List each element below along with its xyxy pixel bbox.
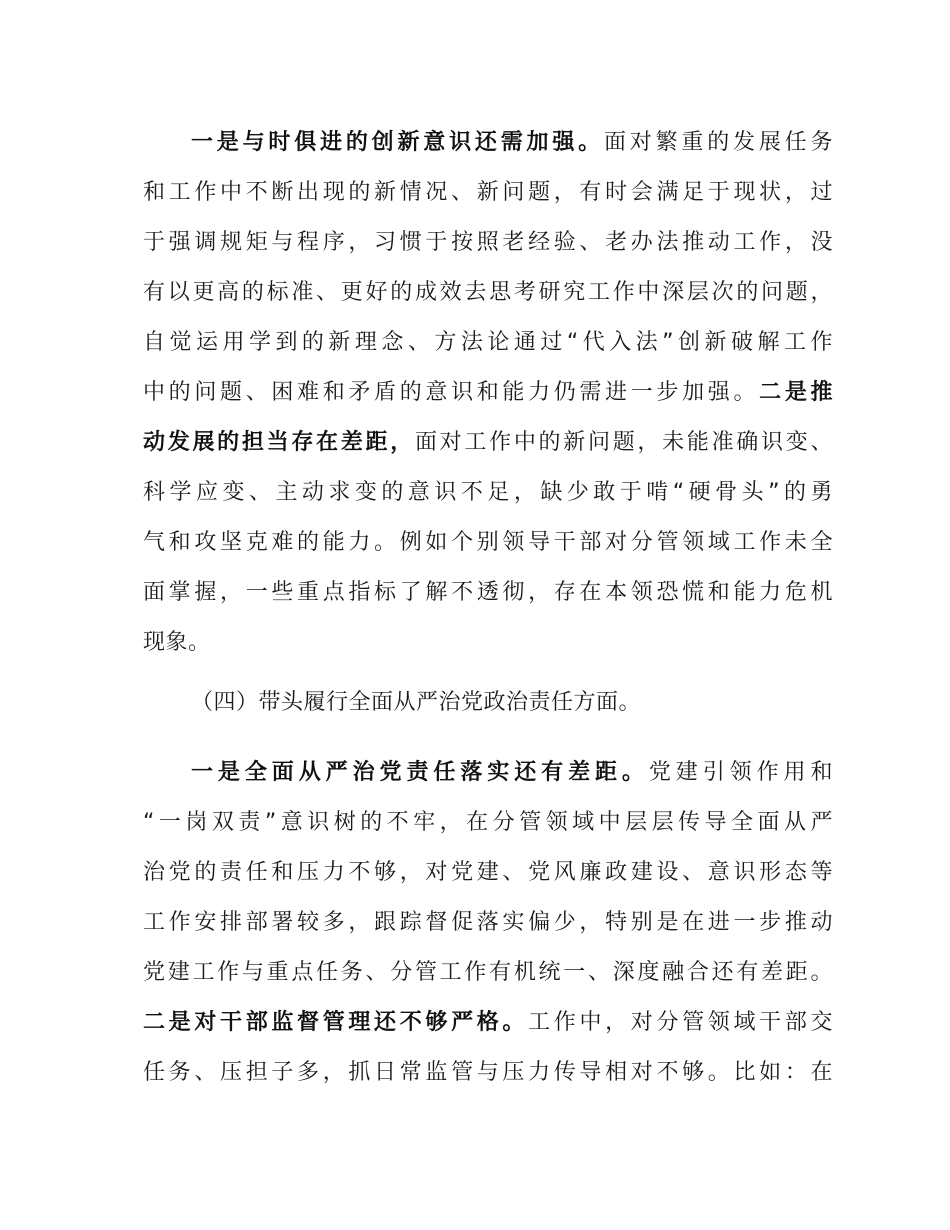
paragraph-line <box>143 376 833 410</box>
paragraph-line <box>143 426 833 460</box>
body-text: 工作中，对分管领域干部交 <box>528 1010 833 1035</box>
paragraph-line: 自觉运用学到的新理念、方法论通过“代入法”创新破解工作 <box>143 330 833 355</box>
paragraph-line: 和工作中不断出现的新情况、新问题，有时会满足于现状，过 <box>143 180 833 205</box>
section-heading: （四）带头履行全面从严治党政治责任方面。 <box>191 690 642 715</box>
body-text: 中的问题、困难和矛盾的意识和能力仍需进一步加强。 <box>143 380 760 405</box>
point-title: 一是全面从严治党责任落实还有差距。 <box>191 760 649 785</box>
paragraph-line <box>143 1006 833 1040</box>
paragraph-line: 现象。 <box>143 630 211 655</box>
paragraph-line <box>191 126 833 160</box>
paragraph-line: 于强调规矩与程序，习惯于按照老经验、老办法推动工作，没 <box>143 230 833 255</box>
paragraph-line: 工作安排部署较多，跟踪督促落实偏少，特别是在进一步推动 <box>143 910 833 935</box>
paragraph-line: “一岗双责”意识树的不牢，在分管领域中层层传导全面从严 <box>143 810 833 835</box>
body-text: 面对工作中的新问题，未能准确识变、 <box>414 430 833 455</box>
paragraph-line <box>191 756 833 790</box>
point-title: 动发展的担当存在差距， <box>143 430 415 455</box>
body-text: 党建引领作用和 <box>648 760 833 785</box>
point-title: 一是与时俱进的创新意识还需加强。 <box>191 130 604 155</box>
paragraph-line: 治党的责任和压力不够，对党建、党风廉政建设、意识形态等 <box>143 860 833 885</box>
body-text: 面对繁重的发展任务 <box>603 130 833 155</box>
point-title: 二是对干部监督管理还不够严格。 <box>143 1010 529 1035</box>
paragraph-line: 科学应变、主动求变的意识不足，缺少敢于啃“硬骨头”的勇 <box>143 480 833 505</box>
paragraph-line: 气和攻坚克难的能力。例如个别领导干部对分管领域工作未全 <box>143 530 833 555</box>
paragraph-line: 任务、压担子多，抓日常监管与压力传导相对不够。比如：在 <box>143 1060 833 1085</box>
paragraph-line: 党建工作与重点任务、分管工作有机统一、深度融合还有差距。 <box>143 960 833 985</box>
point-title: 二是推 <box>759 380 833 405</box>
paragraph-line: 有以更高的标准、更好的成效去思考研究工作中深层次的问题， <box>143 280 833 305</box>
paragraph-line: 面掌握，一些重点指标了解不透彻，存在本领恐慌和能力危机 <box>143 580 833 605</box>
